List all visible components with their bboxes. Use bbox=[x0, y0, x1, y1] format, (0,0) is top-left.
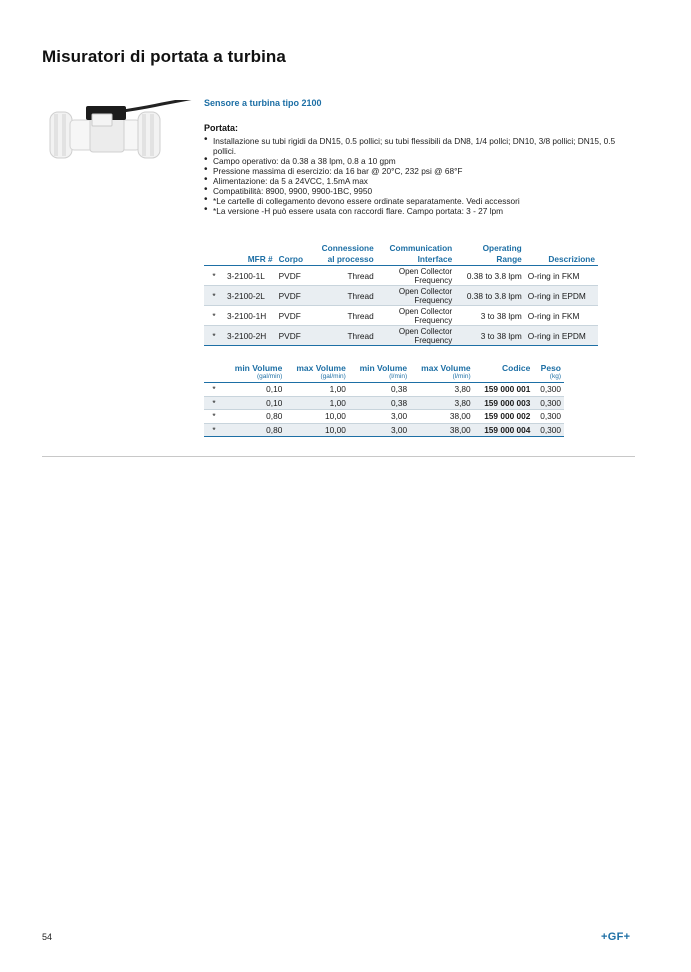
unit-label: (l/min) bbox=[349, 373, 410, 383]
corpo-cell: PVDF bbox=[276, 286, 311, 306]
corpo-cell: PVDF bbox=[276, 306, 311, 326]
feature-item: • Pressione massima di esercizio: da 16 bar @ 20°C, 232 psi @ 68°F bbox=[204, 166, 624, 176]
header-mfr: MFR # bbox=[224, 243, 276, 266]
mfr-cell: 3-2100-1H bbox=[224, 306, 276, 326]
spec-table bbox=[204, 243, 598, 346]
section-heading: Portata: bbox=[204, 123, 239, 133]
max-l-cell: 38,00 bbox=[410, 410, 474, 424]
connessione-cell: Thread bbox=[310, 286, 376, 306]
peso-cell: 0,300 bbox=[533, 423, 564, 437]
feature-item: • *La versione -H può essere usata con raccordi flare. Campo portata: 3 - 27 lpm bbox=[204, 206, 624, 216]
max-gal-cell: 1,00 bbox=[285, 383, 349, 397]
table-row: * 3-2100-1L PVDF Thread Open Collector Frequency 0.38 to 3.8 lpm O-ring in FKM bbox=[204, 266, 598, 286]
header-max-volume-l: max Volume bbox=[421, 363, 471, 373]
unit-label: (kg) bbox=[533, 373, 564, 383]
header-range: Operating Range bbox=[455, 243, 525, 266]
codice-cell: 159 000 004 bbox=[474, 423, 534, 437]
unit-label: (l/min) bbox=[410, 373, 474, 383]
comm-cell: Open Collector Frequency bbox=[377, 266, 455, 286]
min-gal-cell: 0,10 bbox=[224, 383, 285, 397]
descrizione-cell: O-ring in EPDM bbox=[525, 286, 598, 306]
feature-item: • Compatibilità: 8900, 9900, 9900-1BC, 9950 bbox=[204, 186, 624, 196]
table-row: * 0,10 1,00 0,38 3,80 159 000 003 0,300 bbox=[204, 396, 564, 410]
min-gal-cell: 0,80 bbox=[224, 410, 285, 424]
descrizione-cell: O-ring in FKM bbox=[525, 306, 598, 326]
min-gal-cell: 0,80 bbox=[224, 423, 285, 437]
product-description bbox=[204, 98, 624, 216]
max-gal-cell: 10,00 bbox=[285, 423, 349, 437]
section-divider bbox=[42, 456, 635, 457]
corpo-cell: PVDF bbox=[276, 326, 311, 346]
feature-item: • Campo operativo: da 0.38 a 38 lpm, 0.8 a 10 gpm bbox=[204, 156, 624, 166]
peso-cell: 0,300 bbox=[533, 410, 564, 424]
connessione-cell: Thread bbox=[310, 266, 376, 286]
comm-cell: Open Collector Frequency bbox=[377, 286, 455, 306]
gf-logo: +GF+ bbox=[601, 931, 631, 943]
range-cell: 3 to 38 lpm bbox=[455, 306, 525, 326]
max-l-cell: 3,80 bbox=[410, 396, 474, 410]
codice-cell: 159 000 002 bbox=[474, 410, 534, 424]
table-row: * 0,80 10,00 3,00 38,00 159 000 004 0,300 bbox=[204, 423, 564, 437]
max-gal-cell: 1,00 bbox=[285, 396, 349, 410]
star-header bbox=[204, 243, 224, 266]
min-gal-cell: 0,10 bbox=[224, 396, 285, 410]
min-l-cell: 0,38 bbox=[349, 396, 410, 410]
table-row: * 0,10 1,00 0,38 3,80 159 000 001 0,300 bbox=[204, 383, 564, 397]
connessione-cell: Thread bbox=[310, 306, 376, 326]
mfr-cell: 3-2100-2H bbox=[224, 326, 276, 346]
header-connessione: Connessione al processo bbox=[310, 243, 376, 266]
peso-cell: 0,300 bbox=[533, 396, 564, 410]
connessione-cell: Thread bbox=[310, 326, 376, 346]
header-communication: Communication Interface bbox=[377, 243, 455, 266]
header-descrizione: Descrizione bbox=[525, 243, 598, 266]
page-title: Misuratori di portata a turbina bbox=[42, 47, 286, 66]
min-l-cell: 0,38 bbox=[349, 383, 410, 397]
max-l-cell: 3,80 bbox=[410, 383, 474, 397]
max-l-cell: 38,00 bbox=[410, 423, 474, 437]
header-min-volume-gal: min Volume bbox=[234, 363, 283, 373]
table-row: * 3-2100-2H PVDF Thread Open Collector Frequency 3 to 38 lpm O-ring in EPDM bbox=[204, 326, 598, 346]
header-corpo: Corpo bbox=[276, 243, 311, 266]
min-l-cell: 3,00 bbox=[349, 410, 410, 424]
descrizione-cell: O-ring in EPDM bbox=[525, 326, 598, 346]
range-cell: 3 to 38 lpm bbox=[455, 326, 525, 346]
feature-item: • Alimentazione: da 5 a 24VCC, 1.5mA max bbox=[204, 176, 624, 186]
comm-cell: Open Collector Frequency bbox=[377, 326, 455, 346]
order-table bbox=[204, 363, 564, 437]
feature-list bbox=[204, 136, 624, 216]
range-cell: 0.38 to 3.8 lpm bbox=[455, 286, 525, 306]
range-cell: 0.38 to 3.8 lpm bbox=[455, 266, 525, 286]
corpo-cell: PVDF bbox=[276, 266, 311, 286]
unit-label: (gal/min) bbox=[224, 373, 285, 383]
feature-item: • Installazione su tubi rigidi da DN15, 0.5 pollici; su tubi flessibili da DN8, 1/4 pollci; DN10, 3/8 pollici; DN15, 0.5 pollici. bbox=[204, 136, 624, 156]
header-min-volume-l: min Volume bbox=[359, 363, 408, 373]
mfr-cell: 3-2100-2L bbox=[224, 286, 276, 306]
header-max-volume-gal: max Volume bbox=[296, 363, 346, 373]
peso-cell: 0,300 bbox=[533, 383, 564, 397]
unit-label: (gal/min) bbox=[285, 373, 349, 383]
page-number: 54 bbox=[42, 932, 53, 942]
unit-label bbox=[474, 373, 534, 383]
comm-cell: Open Collector Frequency bbox=[377, 306, 455, 326]
turbine-sensor-image bbox=[44, 100, 194, 168]
table-row: * 3-2100-2L PVDF Thread Open Collector Frequency 0.38 to 3.8 lpm O-ring in EPDM bbox=[204, 286, 598, 306]
max-gal-cell: 10,00 bbox=[285, 410, 349, 424]
header-peso: Peso bbox=[540, 363, 561, 373]
min-l-cell: 3,00 bbox=[349, 423, 410, 437]
product-subtitle: Sensore a turbina tipo 2100 bbox=[204, 98, 322, 108]
codice-cell: 159 000 001 bbox=[474, 383, 534, 397]
codice-cell: 159 000 003 bbox=[474, 396, 534, 410]
header-codice: Codice bbox=[501, 363, 531, 373]
descrizione-cell: O-ring in FKM bbox=[525, 266, 598, 286]
table-row: * 3-2100-1H PVDF Thread Open Collector Frequency 3 to 38 lpm O-ring in FKM bbox=[204, 306, 598, 326]
feature-item: • *Le cartelle di collegamento devono essere ordinate separatamente. Vedi accessori bbox=[204, 196, 624, 206]
mfr-cell: 3-2100-1L bbox=[224, 266, 276, 286]
table-row: * 0,80 10,00 3,00 38,00 159 000 002 0,300 bbox=[204, 410, 564, 424]
